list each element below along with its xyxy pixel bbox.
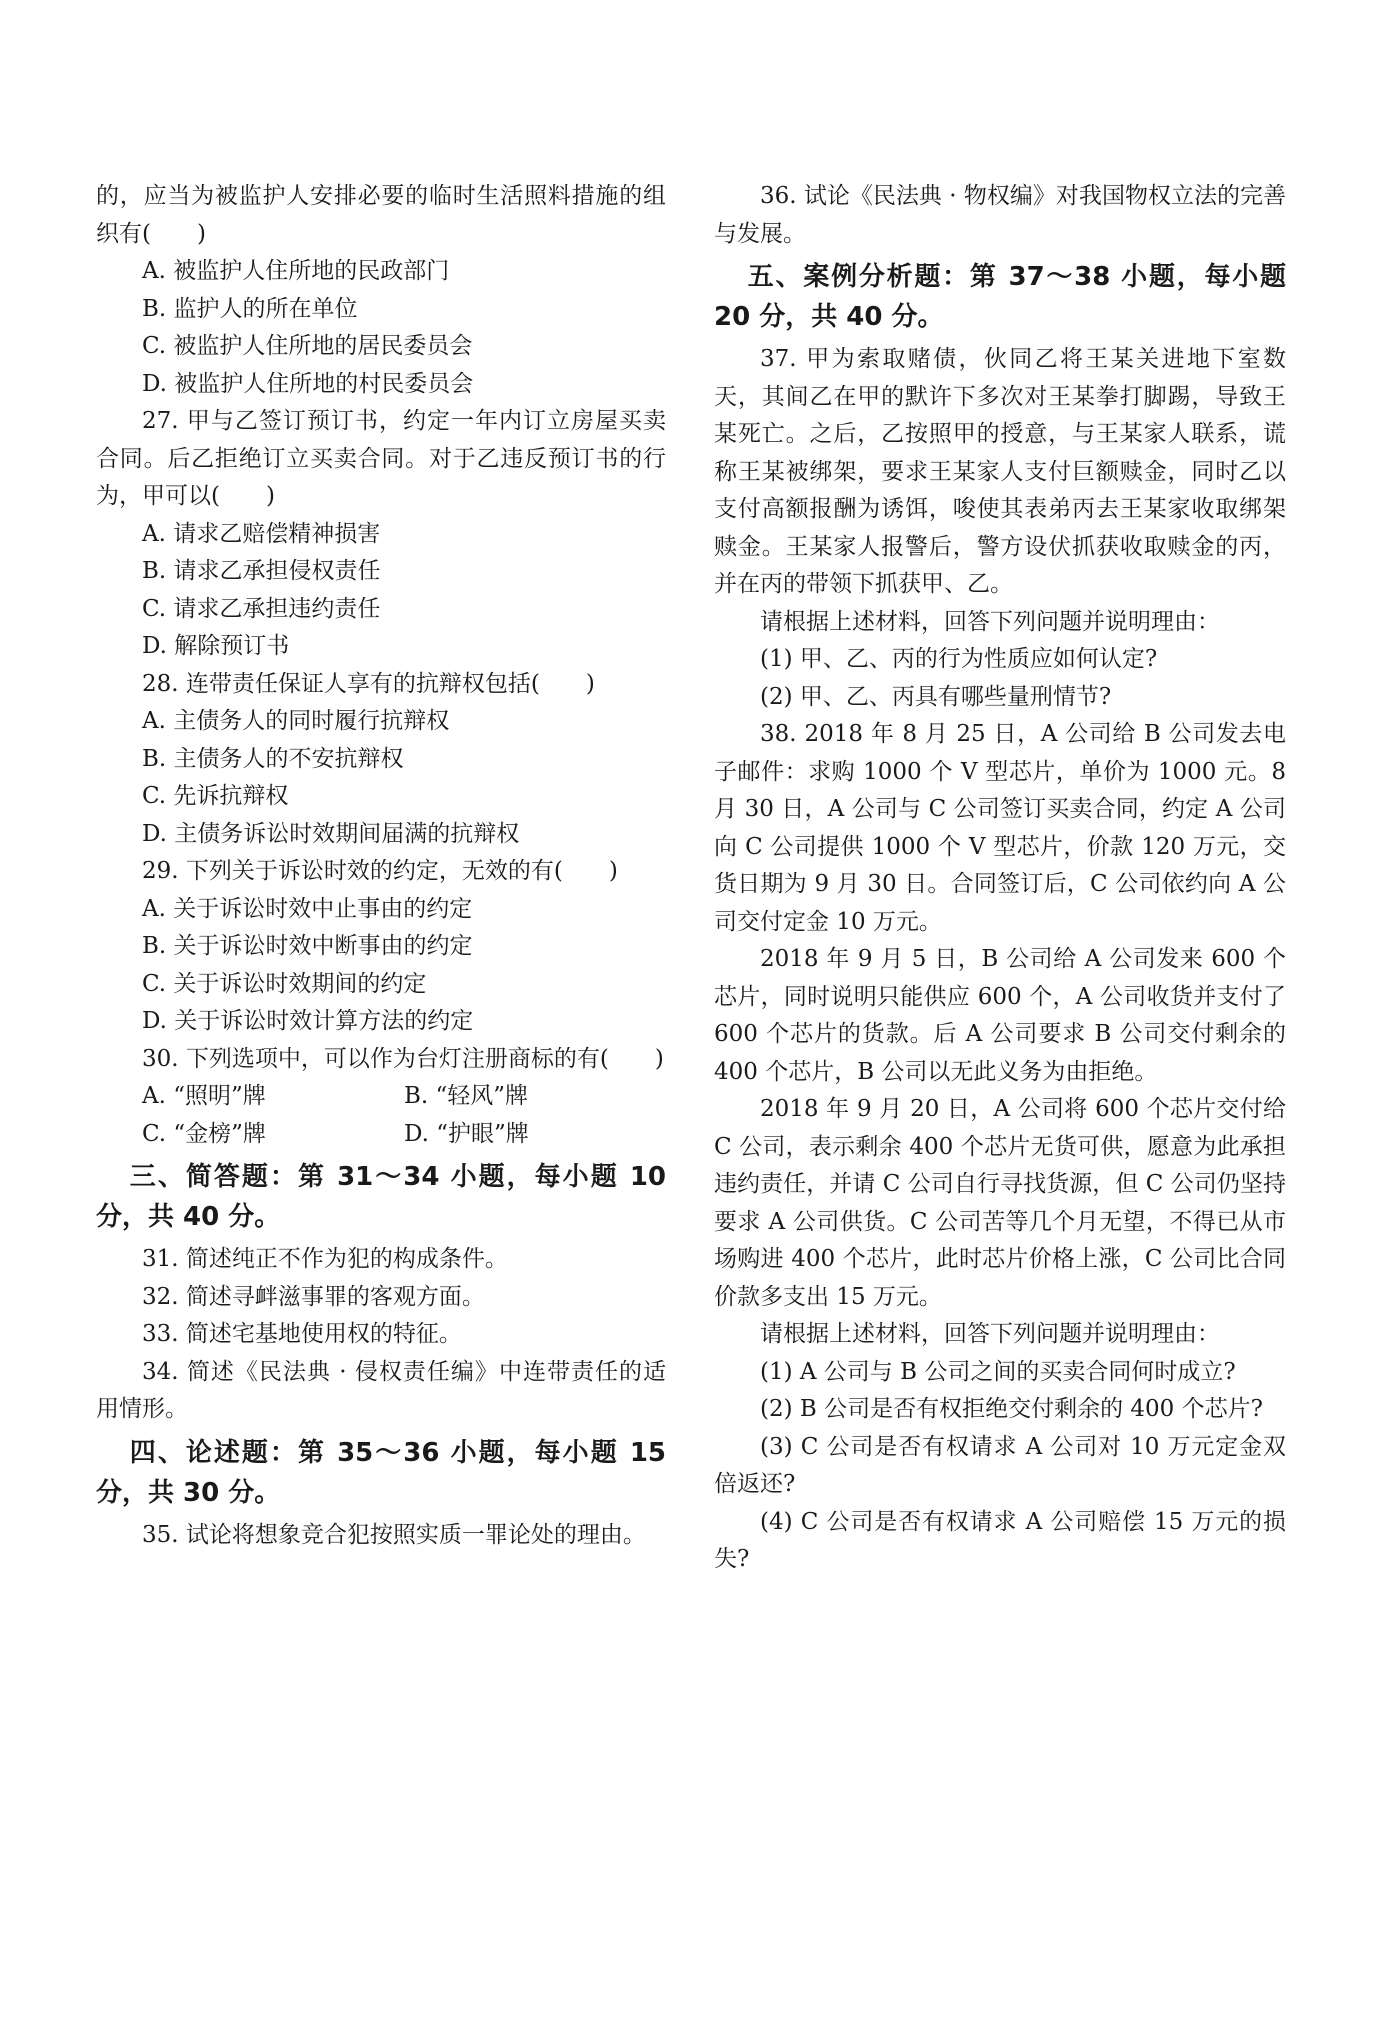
q30-option-a: A. “照明”牌 [142,1083,266,1109]
question-34: 34. 简述《民法典 · 侵权责任编》中连带责任的适用情形。 [96,1358,666,1422]
q38-prompt: 请根据上述材料，回答下列问题并说明理由： [760,1321,1220,1347]
question-26-continuation: 的，应当为被监护人安排必要的临时生活照料措施的组织有( ) [96,183,666,247]
q26-option-b: B. 监护人的所在单位 [142,295,358,322]
question-31: 31. 简述纯正不作为犯的构成条件。 [142,1246,508,1272]
question-38-paragraph-1: 38. 2018 年 8 月 25 日，A 公司给 B 公司发去电子邮件：求购 1000 个 V 型芯片，单价为 1000 元。8 月 30 日，A 公司与 C 公司签订买卖合同，约定 A 公司向 C 公司提供 1000 个 V 型芯片，价款 120 万元，交货日期为 9 月 30 日。合同签订后，C 公司依约向 A 公司交付定金 10 万元。 [714,721,1286,935]
q30-option-d: D. “护眼”牌 [404,1120,529,1147]
left-column [96,178,666,1554]
question-36: 36. 试论《民法典 · 物权编》对我国物权立法的完善与发展。 [714,183,1286,247]
question-35: 35. 试论将想象竞合犯按照实质一罪论处的理由。 [142,1521,646,1548]
question-29: 29. 下列关于诉讼时效的约定，无效的有( ) [142,858,618,884]
q38-sub-4: (4) C 公司是否有权请求 A 公司赔偿 15 万元的损失? [714,1508,1286,1572]
q37-sub-2: (2) 甲、乙、丙具有哪些量刑情节? [760,683,1112,710]
question-37: 37. 甲为索取赌债，伙同乙将王某关进地下室数天，其间乙在甲的默许下多次对王某拳打脚踢，导致王某死亡。之后，乙按照甲的授意，与王某家人联系，谎称王某被绑架，要求王某家人支付巨额赎金，同时乙以支付高额报酬为诱饵，唆使其表弟丙去王某家收取绑架赎金。王某家人报警后，警方设伏抓获收取赎金的丙，并在丙的带领下抓获甲、乙。 [714,346,1286,597]
q30-options-row-2 [96,1116,666,1154]
section-5-heading: 五、案例分析题：第 37～38 小题，每小题 20 分，共 40 分。 [714,262,1286,332]
q30-option-c: C. “金榜”牌 [142,1120,266,1147]
q29-option-b: B. 关于诉讼时效中断事由的约定 [142,933,473,959]
q29-option-d: D. 关于诉讼时效计算方法的约定 [142,1008,474,1034]
q28-option-c: C. 先诉抗辩权 [142,783,289,809]
question-38-paragraph-3: 2018 年 9 月 20 日，A 公司将 600 个芯片交付给 C 公司，表示剩余 400 个芯片无货可供，愿意为此承担违约责任，并请 C 公司自行寻找货源，但 C 公司仍坚持要求 A 公司供货。C 公司苦等几个月无望，不得已从市场购进 400 个芯片，此时芯片价格上涨，C 公司比合同价款多支出 15 万元。 [714,1096,1286,1310]
q30-option-b: B. “轻风”牌 [404,1083,529,1109]
q26-option-a: A. 被监护人住所地的民政部门 [142,258,450,284]
section-4-heading: 四、论述题：第 35～36 小题，每小题 15 分，共 30 分。 [96,1437,666,1508]
q37-sub-1: (1) 甲、乙、丙的行为性质应如何认定? [760,646,1158,672]
q26-option-c: C. 被监护人住所地的居民委员会 [142,333,473,359]
question-27: 27. 甲与乙签订预订书，约定一年内订立房屋买卖合同。后乙拒绝订立买卖合同。对于乙违反预订书的行为，甲可以( ) [96,408,666,509]
q37-prompt: 请根据上述材料，回答下列问题并说明理由： [760,608,1220,635]
question-28: 28. 连带责任保证人享有的抗辩权包括( ) [142,670,595,697]
q38-sub-3: (3) C 公司是否有权请求 A 公司对 10 万元定金双倍返还? [714,1433,1286,1497]
q29-option-a: A. 关于诉讼时效中止事由的约定 [142,895,473,922]
section-3-heading: 三、简答题：第 31～34 小题，每小题 10 分，共 40 分。 [96,1162,666,1232]
q27-option-a: A. 请求乙赔偿精神损害 [142,520,381,547]
q29-option-c: C. 关于诉讼时效期间的约定 [142,970,427,997]
question-32: 32. 简述寻衅滋事罪的客观方面。 [142,1283,485,1310]
right-column [714,178,1286,1579]
question-33: 33. 简述宅基地使用权的特征。 [142,1321,462,1347]
q38-sub-1: (1) A 公司与 B 公司之间的买卖合同何时成立? [760,1358,1236,1385]
question-30: 30. 下列选项中，可以作为台灯注册商标的有( ) [142,1045,664,1072]
q27-option-d: D. 解除预订书 [142,633,290,659]
q26-option-d: D. 被监护人住所地的村民委员会 [142,370,474,397]
q38-sub-2: (2) B 公司是否有权拒绝交付剩余的 400 个芯片? [760,1396,1263,1422]
question-38-paragraph-2: 2018 年 9 月 5 日，B 公司给 A 公司发来 600 个芯片，同时说明只能供应 600 个，A 公司收货并支付了 600 个芯片的货款。后 A 公司要求 B 公司交付剩余的 400 个芯片，B 公司以无此义务为由拒绝。 [714,946,1286,1085]
q30-options-row-1 [96,1078,666,1116]
q28-option-a: A. 主债务人的同时履行抗辩权 [142,708,450,734]
q27-option-b: B. 请求乙承担侵权责任 [142,558,381,584]
q28-option-b: B. 主债务人的不安抗辩权 [142,745,404,772]
q27-option-c: C. 请求乙承担违约责任 [142,595,381,622]
q28-option-d: D. 主债务诉讼时效期间届满的抗辩权 [142,820,520,847]
